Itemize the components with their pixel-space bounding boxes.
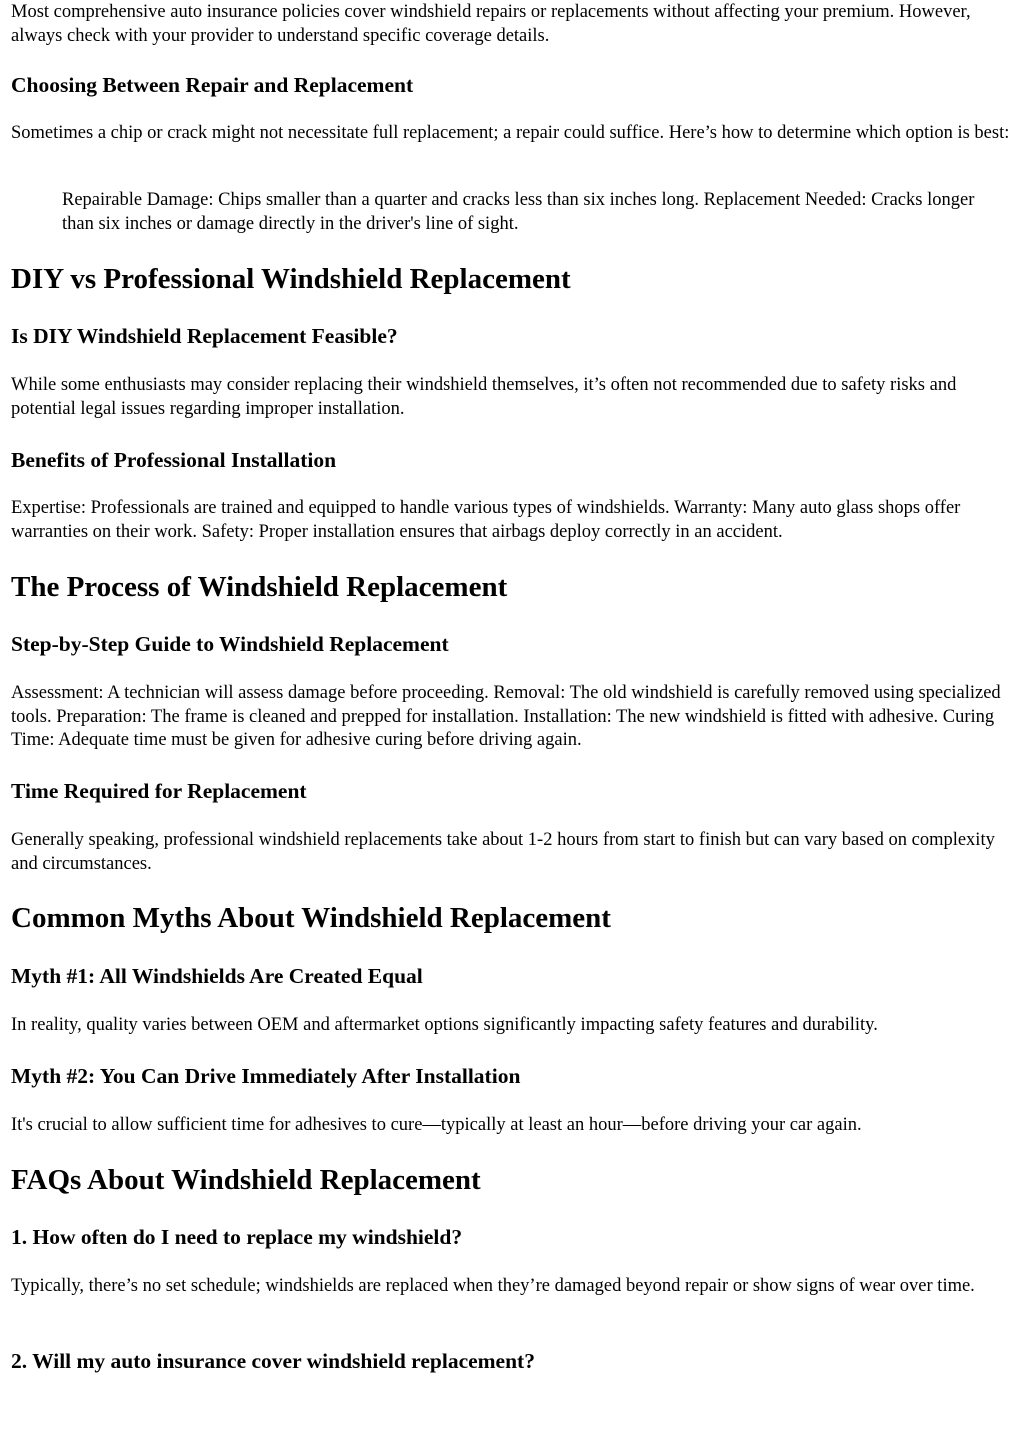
myth-1-heading: Myth #1: All Windshields Are Created Equal xyxy=(11,964,423,988)
diy-feasible-paragraph: While some enthusiasts may consider replacing their windshield themselves, it’s often not recommended due to safety risks and potential legal issues regarding improper installation. xyxy=(11,375,957,419)
common-myths-heading: Common Myths About Windshield Replacement xyxy=(11,902,611,934)
replacement-process-heading: The Process of Windshield Replacement xyxy=(11,571,508,603)
time-required-heading: Time Required for Replacement xyxy=(11,779,307,803)
myth-1-paragraph: In reality, quality varies between OEM and aftermarket options significantly impacting safety features and durability. xyxy=(11,1015,878,1035)
faqs-heading: FAQs About Windshield Replacement xyxy=(11,1164,481,1196)
repair-vs-replacement-heading: Choosing Between Repair and Replacement xyxy=(11,73,414,97)
diy-feasible-heading: Is DIY Windshield Replacement Feasible? xyxy=(11,324,398,348)
insurance-note-paragraph: Most comprehensive auto insurance policies cover windshield repairs or replacements without affecting your premium. However, always check with your provider to understand specific coverage details. xyxy=(11,2,971,46)
damage-criteria-blockquote: Repairable Damage: Chips smaller than a quarter and cracks less than six inches long. Replacement Needed: Cracks longer than six inches or damage directly in the driver's line of sight. xyxy=(62,190,975,234)
step-by-step-heading: Step-by-Step Guide to Windshield Replacement xyxy=(11,632,449,656)
myth-2-paragraph: It's crucial to allow sufficient time for adhesives to cure—typically at least an hour—before driving your car again. xyxy=(11,1115,862,1135)
faq-1-paragraph: Typically, there’s no set schedule; windshields are replaced when they’re damaged beyond repair or show signs of wear over time. xyxy=(11,1276,975,1296)
faq-1-heading: 1. How often do I need to replace my windshield? xyxy=(11,1225,463,1249)
professional-benefits-paragraph: Expertise: Professionals are trained and equipped to handle various types of windshields. Warranty: Many auto glass shops offer warranties on their work. Safety: Proper installation ensures that airbags deploy correctly in an accident. xyxy=(11,498,961,542)
time-required-paragraph: Generally speaking, professional windshield replacements take about 1-2 hours from start to finish but can vary based on complexity and circumstances. xyxy=(11,830,995,874)
faq-2-heading: 2. Will my auto insurance cover windshield replacement? xyxy=(11,1349,535,1373)
myth-2-heading: Myth #2: You Can Drive Immediately After Installation xyxy=(11,1064,521,1088)
step-by-step-paragraph: Assessment: A technician will assess damage before proceeding. Removal: The old windshield is carefully removed using specialized tools. Preparation: The frame is cleaned and prepped for installation. Installation: The new windshield is fitted with adhesive. Curing Time: Adequate time must be given for adhesive curing before driving again. xyxy=(11,683,1001,750)
professional-benefits-heading: Benefits of Professional Installation xyxy=(11,448,337,472)
repair-vs-replacement-paragraph: Sometimes a chip or crack might not necessitate full replacement; a repair could suffice. Here’s how to determine which option is best: xyxy=(11,123,1010,143)
diy-vs-professional-heading: DIY vs Professional Windshield Replacement xyxy=(11,263,571,295)
